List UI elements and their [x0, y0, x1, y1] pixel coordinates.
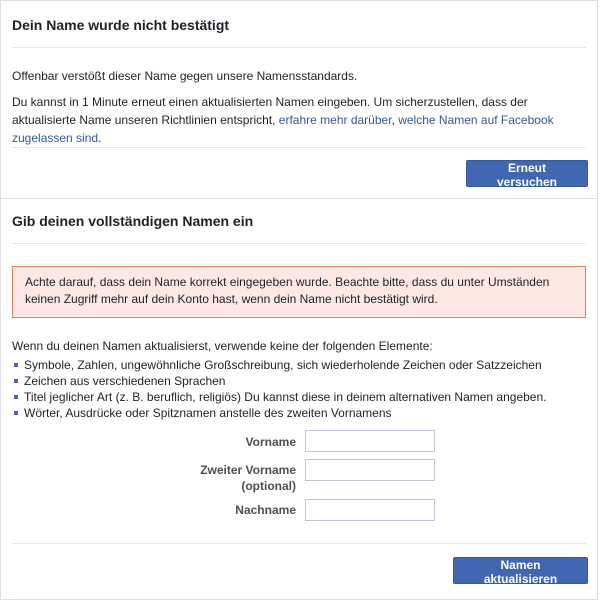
- learn-more-link[interactable]: erfahre mehr darüber: [278, 113, 392, 127]
- update-name-button[interactable]: Namen aktualisieren: [453, 557, 588, 584]
- message-period: .: [98, 131, 102, 145]
- enter-full-name-panel: [0, 198, 598, 600]
- warning-text: Achte darauf, dass dein Name korrekt eingegeben wurde. Beachte bitte, dass du unter Umständen keinen Zugriff mehr auf dein Konto hast, wenn dein Name nicht bestätigt wird.: [25, 275, 550, 306]
- rules-intro: Wenn du deinen Namen aktualisierst, verwende keine der folgenden Elemente:: [12, 339, 433, 353]
- rule-item: Titel jeglicher Art (z. B. beruflich, religiös) Du kannst diese in deinem alternativen Namen angeben.: [12, 389, 547, 405]
- first-name-input[interactable]: [305, 430, 435, 452]
- divider: [12, 147, 586, 148]
- panel-title: Gib deinen vollständigen Namen ein: [12, 213, 254, 229]
- rule-item: Symbole, Zahlen, ungewöhnliche Großschreibung, sich wiederholende Zeichen oder Satzzeichen: [12, 357, 547, 373]
- rule-item: Zeichen aus verschiedenen Sprachen: [12, 373, 547, 389]
- middle-name-label: Zweiter Vorname: [200, 463, 296, 477]
- name-not-verified-panel: [0, 0, 598, 199]
- last-name-input[interactable]: [305, 499, 435, 521]
- name-rules-list: [12, 357, 547, 421]
- retry-info-message: [12, 93, 586, 147]
- rule-item: Wörter, Ausdrücke oder Spitznamen anstelle des zweiten Vornamens: [12, 405, 547, 421]
- first-name-label: Vorname: [245, 435, 296, 449]
- retry-info-text: Du kannst in 1 Minute erneut einen aktualisierten Namen eingeben. Um sicherzustellen, dass der aktualisierte Name unseren Richtlinien entspricht,: [12, 95, 528, 127]
- panel-title: Dein Name wurde nicht bestätigt: [12, 17, 230, 33]
- retry-button[interactable]: Erneut versuchen: [466, 160, 588, 187]
- middle-name-input[interactable]: [305, 459, 435, 481]
- divider: [12, 543, 586, 544]
- link-separator: ,: [391, 113, 399, 127]
- divider: [12, 243, 586, 244]
- warning-box: [12, 266, 586, 318]
- not-compliant-message: Offenbar verstößt dieser Name gegen unsere Namensstandards.: [12, 69, 358, 83]
- divider: [12, 47, 586, 48]
- last-name-label: Nachname: [235, 503, 296, 517]
- middle-name-optional-label: (optional): [241, 479, 296, 493]
- allowed-names-link[interactable]: welche Namen auf Facebook zugelassen sind: [12, 113, 554, 145]
